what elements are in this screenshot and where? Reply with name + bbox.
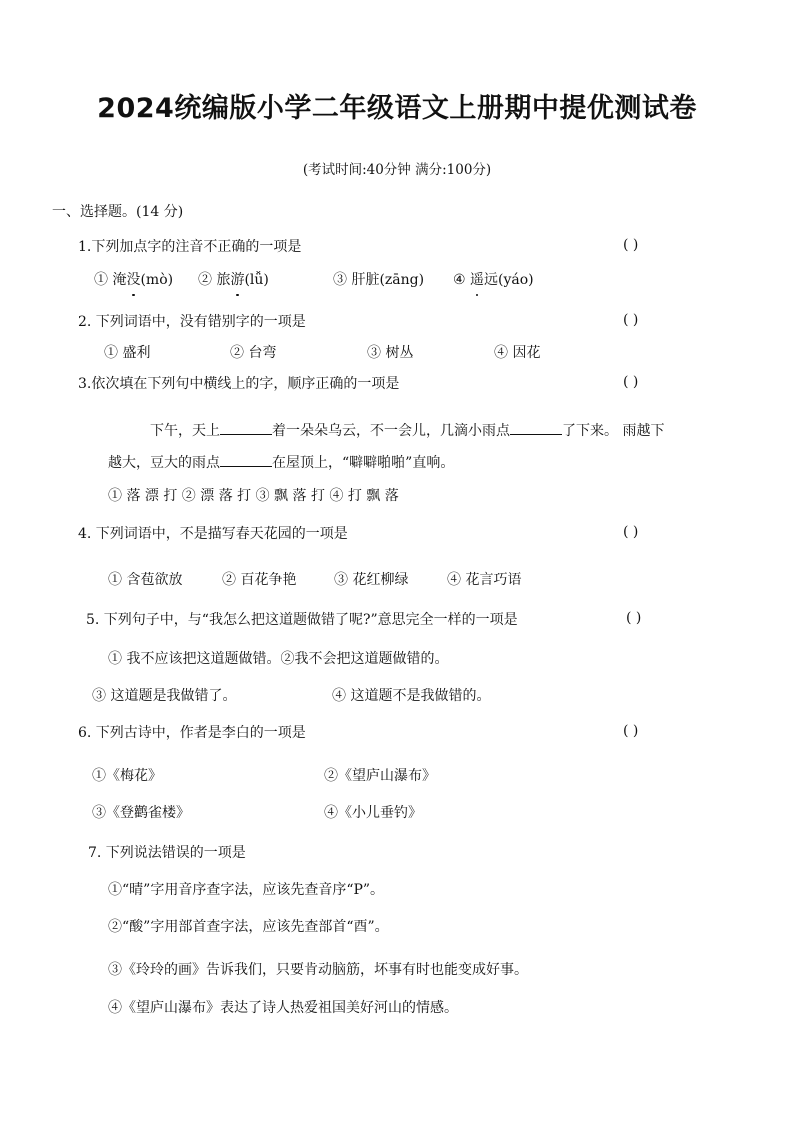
question-7-option-4: ④《望庐山瀑布》表达了诗人热爱祖国美好河山的情感。 <box>108 1000 458 1016</box>
question-6-option-4: ④《小儿垂钓》 <box>324 805 422 821</box>
answer-paren-3: ( ) <box>623 374 639 390</box>
question-2-option-1: ① 盛利 <box>104 345 151 361</box>
page-title: 2024统编版小学二年级语文上册期中提优测试卷 <box>97 93 697 124</box>
question-2-option-3: ③ 树丛 <box>367 345 414 361</box>
answer-paren-2: ( ) <box>623 312 639 328</box>
question-6-option-2: ②《望庐山瀑布》 <box>324 768 436 784</box>
question-2-stem: 2. 下列词语中，没有错别字的一项是 <box>78 314 306 330</box>
question-1-option-3: ③ 肝脏(zāng) <box>333 272 425 288</box>
question-3-options: ① 落 漂 打 ② 漂 落 打 ③ 飘 落 打 ④ 打 飘 落 <box>108 488 399 504</box>
question-2-option-2: ② 台弯 <box>230 345 277 361</box>
question-1-stem: 1.下列加点字的注音不正确的一项是 <box>78 239 302 255</box>
question-1-option-4: ④ 遥远(yáo) <box>453 272 534 288</box>
exam-info: (考试时间:40分钟 满分:100分) <box>302 162 492 178</box>
fill-blank[interactable] <box>510 419 562 435</box>
question-2-option-4: ④ 因花 <box>494 345 541 361</box>
question-1-option-1: ① 淹没(mò) <box>94 272 174 288</box>
answer-paren-4: ( ) <box>623 524 639 540</box>
question-6-stem: 6. 下列古诗中，作者是李白的一项是 <box>78 725 306 741</box>
question-6-option-3: ③《登鹳雀楼》 <box>92 805 190 821</box>
question-6-option-1: ①《梅花》 <box>92 768 162 784</box>
answer-paren-6: ( ) <box>623 723 639 739</box>
emphasis-dot-char: 没 <box>126 272 141 288</box>
question-4-stem: 4. 下列词语中，不是描写春天花园的一项是 <box>78 526 348 542</box>
question-4-option-2: ② 百花争艳 <box>222 572 297 588</box>
question-7-option-2: ②“酸”字用部首查字法，应该先查部首“酉”。 <box>108 919 389 935</box>
question-7-option-1: ①“晴”字用音序查字法，应该先查音序“P”。 <box>108 882 385 898</box>
question-5-option-1-2: ① 我不应该把这道题做错。②我不会把这道题做错的。 <box>108 651 449 667</box>
question-4-option-3: ③ 花红柳绿 <box>334 572 409 588</box>
fill-blank[interactable] <box>220 419 272 435</box>
question-4-option-4: ④ 花言巧语 <box>447 572 522 588</box>
question-5-option-3: ③ 这道题是我做错了。 <box>92 688 237 704</box>
emphasis-dot-char: 遥 <box>470 272 485 288</box>
emphasis-dot-char: 游 <box>230 272 245 288</box>
question-4-option-1: ① 含苞欲放 <box>108 572 183 588</box>
fill-blank[interactable] <box>220 451 272 467</box>
question-7-option-3: ③《玲玲的画》告诉我们，只要肯动脑筋，坏事有时也能变成好事。 <box>108 962 528 978</box>
question-5-option-4: ④ 这道题不是我做错的。 <box>332 688 491 704</box>
question-7-stem: 7. 下列说法错误的一项是 <box>88 845 246 861</box>
question-1-option-2: ② 旅游(lǚ) <box>198 272 269 288</box>
question-3-passage-line-1: 下午，天上 着一朵朵乌云，不一会儿，几滴小雨点 了下来。 雨越下 <box>150 419 664 441</box>
answer-paren-5: ( ) <box>626 610 642 626</box>
section-heading: 一、选择题。(14 分) <box>52 204 184 220</box>
question-3-stem: 3.依次填在下列句中横线上的字，顺序正确的一项是 <box>78 376 400 392</box>
question-5-stem: 5. 下列句子中，与“我怎么把这道题做错了呢?”意思完全一样的一项是 <box>86 612 518 628</box>
question-3-passage-line-2: 越大，豆大的雨点 在屋顶上，“噼噼啪啪”直响。 <box>108 451 454 473</box>
answer-paren-1: ( ) <box>623 237 639 253</box>
